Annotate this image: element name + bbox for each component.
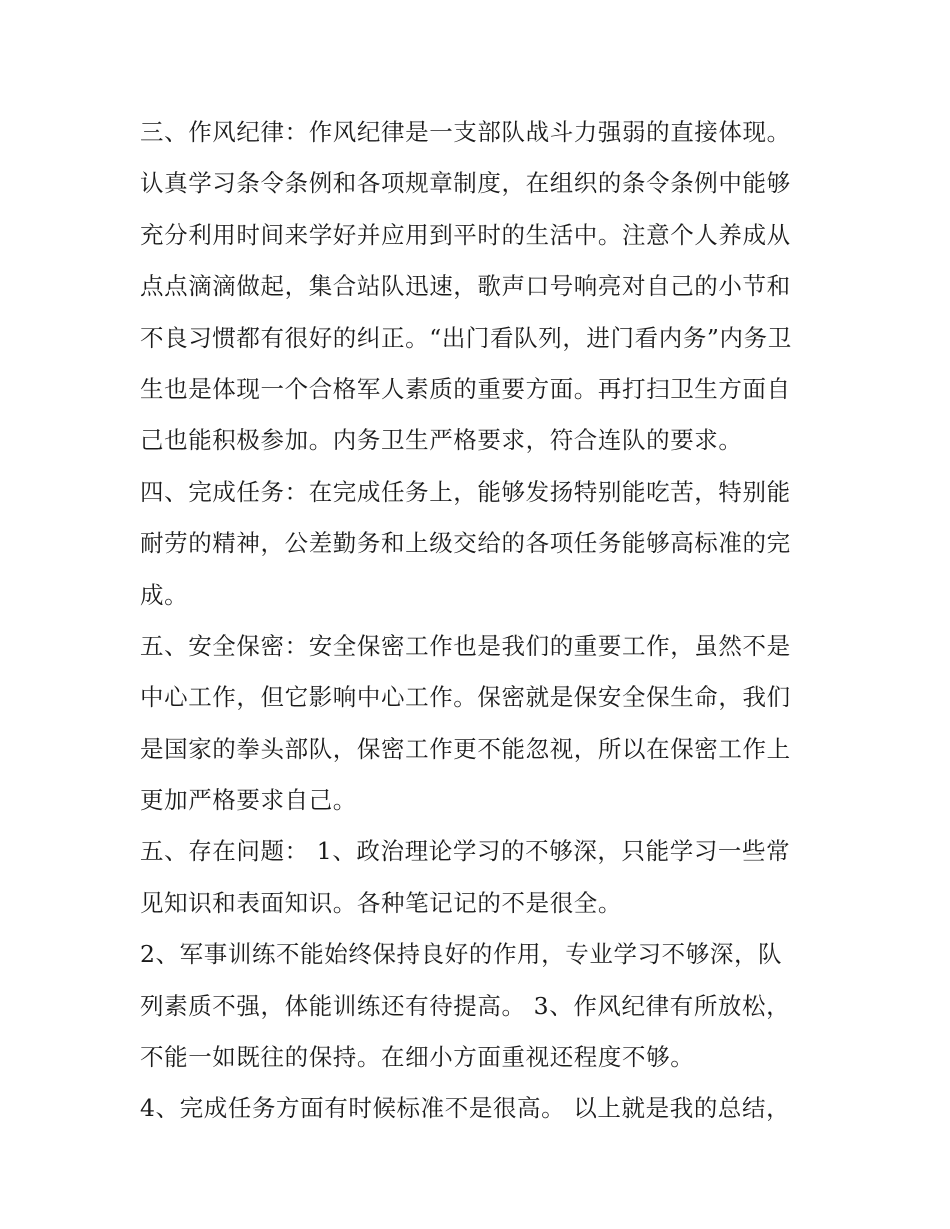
text-line: 更加严格要求自己。 bbox=[140, 786, 357, 815]
text-line: 五、安全保密：安全保密工作也是我们的重要工作，虽然不是 bbox=[140, 631, 791, 660]
text-line: 见知识和表面知识。各种笔记记的不是很全。 bbox=[140, 888, 622, 917]
text-line: 不能一如既往的保持。在细小方面重视还程度不够。 bbox=[140, 1043, 695, 1072]
text-line: 生也是体现一个合格军人素质的重要方面。再打扫卫生方面自 bbox=[140, 374, 791, 403]
text-line: 耐劳的精神，公差勤务和上级交给的各项任务能够高标准的完 bbox=[140, 529, 791, 558]
text-line: 四、完成任务：在完成任务上，能够发扬特别能吃苦，特别能 bbox=[140, 477, 791, 506]
text-line: 4、完成任务方面有时候标准不是很高。 以上就是我的总结， bbox=[140, 1094, 791, 1123]
text-line: 不良习惯都有很好的纠正。“出门看队列，进门看内务”内务卫 bbox=[140, 323, 792, 352]
text-line: 是国家的拳头部队，保密工作更不能忽视，所以在保密工作上 bbox=[140, 734, 791, 763]
text-line: 五、存在问题： 1、政治理论学习的不够深，只能学习一些常 bbox=[140, 837, 791, 866]
text-line: 己也能积极参加。内务卫生严格要求，符合连队的要求。 bbox=[140, 426, 743, 455]
text-line: 点点滴滴做起，集合站队迅速，歌声口号响亮对自己的小节和 bbox=[140, 272, 791, 301]
text-line: 列素质不强，体能训练还有待提高。 3、作风纪律有所放松， bbox=[140, 991, 791, 1020]
text-line: 2、军事训练不能始终保持良好的作用，专业学习不够深，队 bbox=[140, 940, 783, 969]
text-line: 认真学习条令条例和各项规章制度，在组织的条令条例中能够 bbox=[140, 169, 791, 198]
text-line: 成。 bbox=[140, 580, 189, 609]
document-body bbox=[140, 107, 820, 1135]
text-line: 充分利用时间来学好并应用到平时的生活中。注意个人养成从 bbox=[140, 220, 791, 249]
text-line: 三、作风纪律：作风纪律是一支部队战斗力强弱的直接体现。 bbox=[140, 118, 791, 146]
text-line: 中心工作，但它影响中心工作。保密就是保安全保生命，我们 bbox=[140, 683, 791, 712]
